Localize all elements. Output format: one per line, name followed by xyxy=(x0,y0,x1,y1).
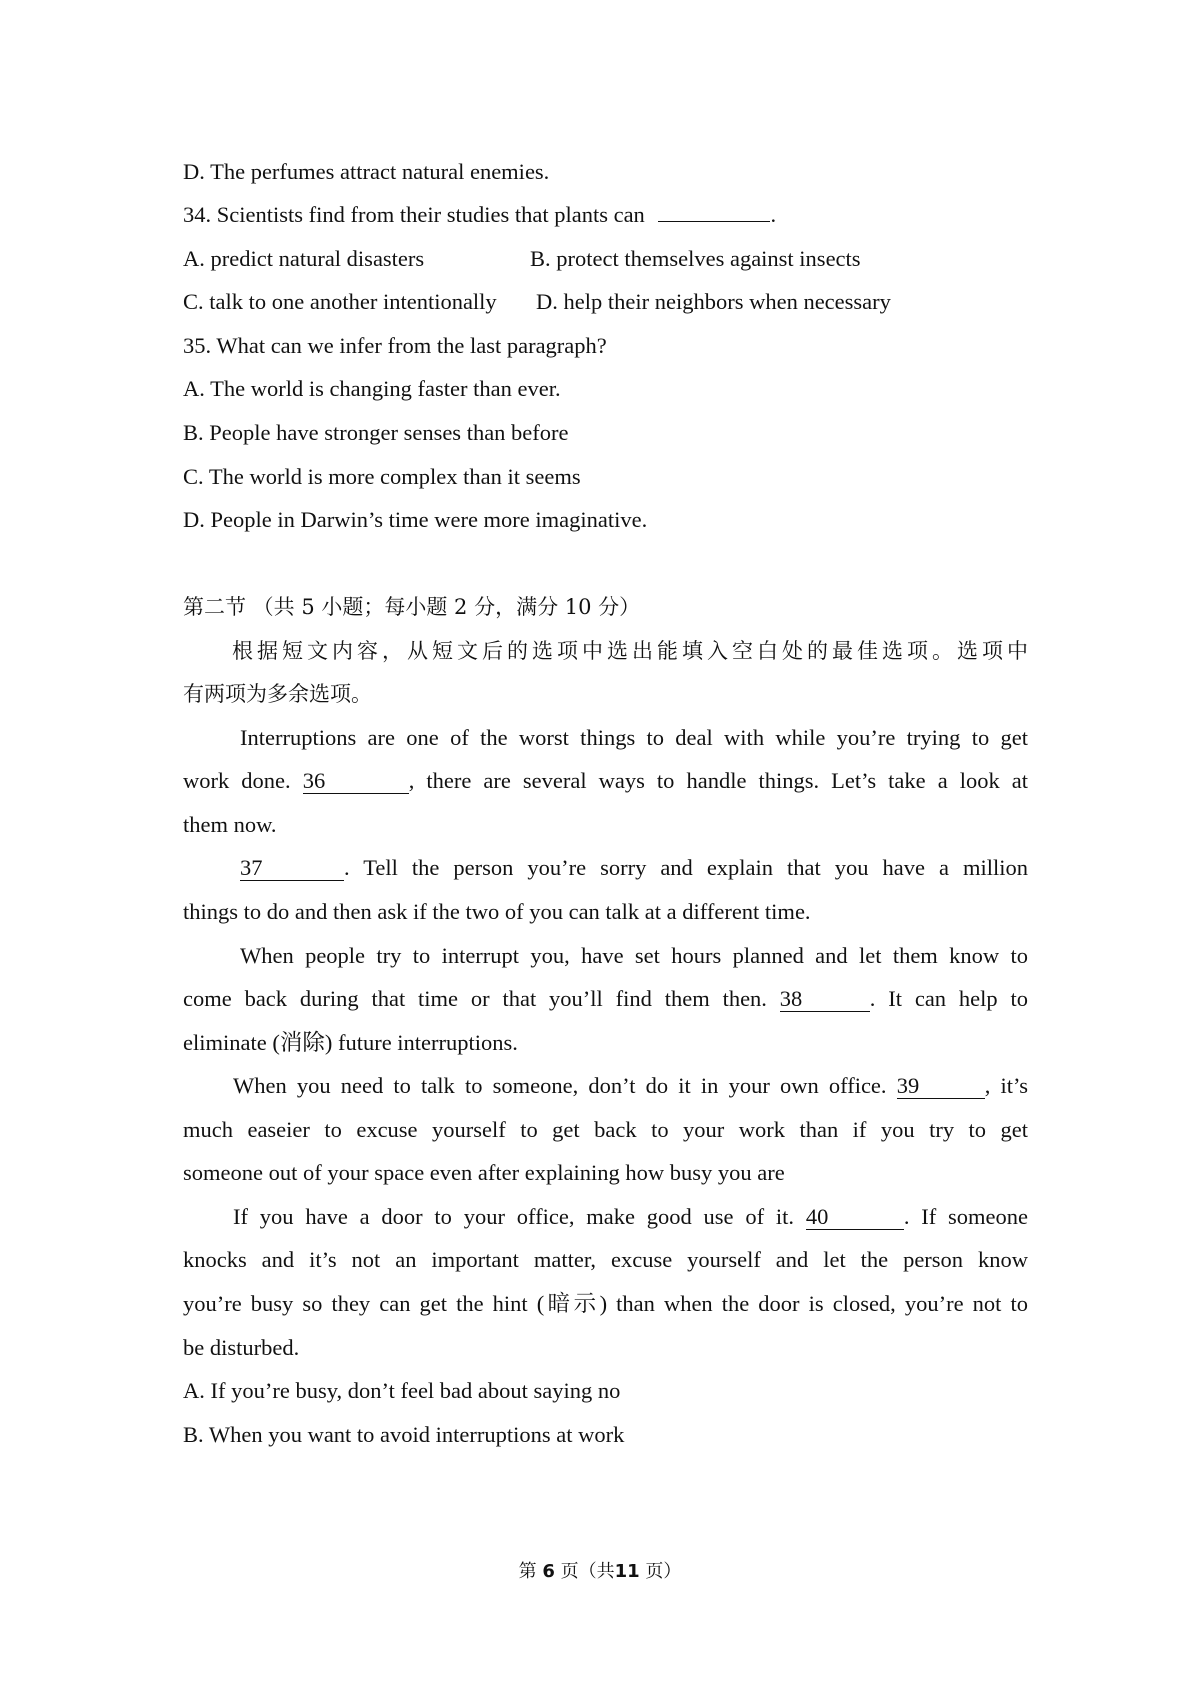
q35-option-d: D. People in Darwin’s time were more imaginative. xyxy=(183,507,648,532)
section2-heading: 第二节 （共 5 小题；每小题 2 分，满分 10 分） xyxy=(183,595,641,619)
choice-b: B. When you want to avoid interruptions at work xyxy=(183,1422,625,1447)
q35-option-b: B. People have stronger senses than before xyxy=(183,420,569,445)
passage-text: . It can help to xyxy=(869,986,1028,1011)
passage-text: , it’s xyxy=(984,1073,1028,1098)
passage-text: , there are several ways to handle things. Let’s take a look at xyxy=(408,768,1029,793)
passage-p5-line-3: you’re busy so they can get the hint (暗示) than when the door is closed, you’re not to xyxy=(183,1291,1028,1316)
passage-p3-line-3: eliminate (消除) future interruptions. xyxy=(183,1030,518,1055)
footer-text: 第 xyxy=(518,1561,537,1582)
passage-text: work done. xyxy=(183,768,291,793)
passage-p5-line-1 xyxy=(233,1202,1028,1232)
passage-p1-line-1: Interruptions are one of the worst things to deal with while you’re trying to get xyxy=(240,725,1028,750)
q34-option-b: B. protect themselves against insects xyxy=(530,246,861,271)
choice-a: A. If you’re busy, don’t feel bad about saying no xyxy=(183,1378,621,1403)
q35-stem: 35. What can we infer from the last paragraph? xyxy=(183,333,607,358)
blank-37: 37 xyxy=(240,856,344,881)
passage-text: . Tell the person you’re sorry and explain that you have a million xyxy=(344,855,1028,880)
section2-instruction-line-2: 有两项为多余选项。 xyxy=(183,682,372,706)
q34-stem-text: 34. Scientists find from their studies that plants can xyxy=(183,202,645,227)
passage-text: If you have a door to your office, make good use of it. xyxy=(233,1204,795,1229)
passage-p2-line-1 xyxy=(240,853,1028,883)
q34-stem xyxy=(183,200,1028,230)
blank-40: 40 xyxy=(806,1205,904,1230)
footer-text: 页（共 xyxy=(560,1561,615,1582)
passage-p5-line-2: knocks and it’s not an important matter, excuse yourself and let the person know xyxy=(183,1247,1028,1272)
footer-text: 页） xyxy=(645,1561,682,1582)
q35-option-a: A. The world is changing faster than ever. xyxy=(183,376,561,401)
footer-total-pages: 11 xyxy=(614,1561,640,1582)
q35-option-c: C. The world is more complex than it seems xyxy=(183,464,581,489)
passage-p1-line-3: them now. xyxy=(183,812,277,837)
footer-page-number: 6 xyxy=(542,1561,555,1582)
blank-36: 36 xyxy=(303,769,409,794)
q34-option-a: A. predict natural disasters xyxy=(183,246,425,271)
passage-p4-line-3: someone out of your space even after explaining how busy you are xyxy=(183,1160,785,1185)
q34-answer-blank xyxy=(658,221,770,222)
blank-38: 38 xyxy=(780,987,870,1012)
q34-stem-end: . xyxy=(770,202,777,227)
passage-p4-line-1 xyxy=(233,1071,1028,1101)
blank-39: 39 xyxy=(897,1074,985,1099)
passage-p4-line-2: much easeier to excuse yourself to get back to your work than if you try to get xyxy=(183,1117,1028,1142)
q33-option-d: D. The perfumes attract natural enemies. xyxy=(183,159,550,184)
passage-text: When you need to talk to someone, don’t do it in your own office. xyxy=(233,1073,887,1098)
passage-p3-line-1: When people try to interrupt you, have set hours planned and let them know to xyxy=(240,943,1028,968)
passage-p2-line-2: things to do and then ask if the two of you can talk at a different time. xyxy=(183,899,811,924)
passage-p3-line-2 xyxy=(183,984,1028,1014)
q34-option-c: C. talk to one another intentionally xyxy=(183,289,497,314)
q34-option-d: D. help their neighbors when necessary xyxy=(536,289,891,314)
passage-p1-line-2 xyxy=(183,766,1028,796)
page-footer xyxy=(0,1557,1200,1583)
section2-instruction-line-1: 根据短文内容，从短文后的选项中选出能填入空白处的最佳选项。选项中 xyxy=(232,639,1028,663)
passage-text: come back during that time or that you’ll find them then. xyxy=(183,986,767,1011)
passage-text: . If someone xyxy=(903,1204,1028,1229)
passage-p5-line-4: be disturbed. xyxy=(183,1335,300,1360)
